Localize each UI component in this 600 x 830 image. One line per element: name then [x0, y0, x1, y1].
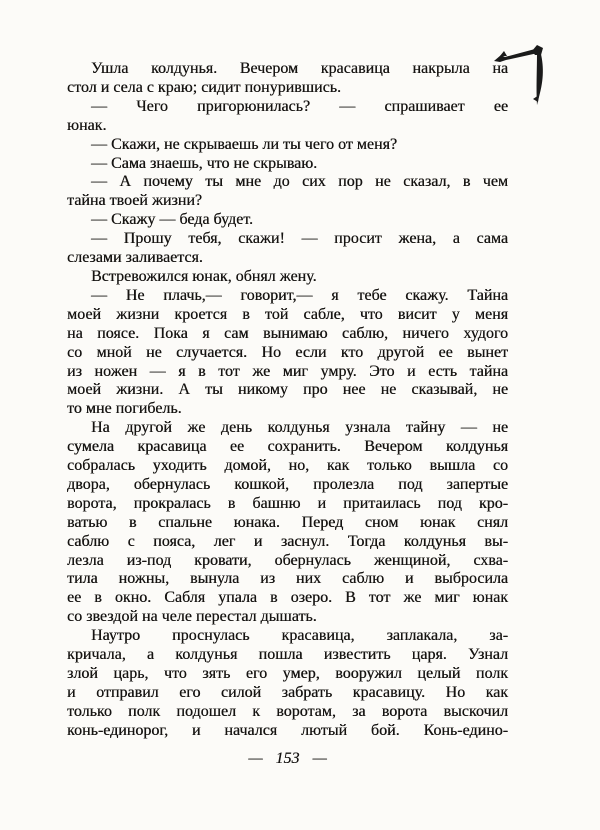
text-line: слезами заливается. [67, 249, 203, 267]
text-line: и отправил его силой забрать красавицу. Но как [67, 683, 508, 701]
text-line: конь-единорог, и начался лютый бой. Конь-едино- [67, 721, 508, 739]
text-line: со мной не случается. Но если кто другой ее вынет [67, 343, 508, 361]
text-line: саблю с пояса, лег и заснул. Тогда колдунья вы- [67, 532, 508, 550]
text-line: только полк подошел к воротам, за ворота выскочил [67, 702, 508, 720]
text-line: моей жизни. А ты никому про нее не сказывай, не [67, 381, 508, 399]
text-line: со звездой на челе перестал дышать. [67, 608, 317, 626]
text-line: кричала, а колдунья пошла известить царя. Узнал [67, 646, 508, 664]
text-line: Наутро проснулась красавица, заплакала, за- [91, 627, 508, 645]
text-line: На другой же день колдунья узнала тайну — не [91, 419, 508, 437]
text-line: — Скажи, не скрываешь ли ты чего от меня? [91, 135, 398, 153]
text-line: Ушла колдунья. Вечером красавица накрыла на [91, 60, 508, 77]
page-number: — 153 — [248, 750, 327, 767]
text-line: ворота, прокралась в башню и притаилась под кро- [67, 494, 508, 512]
text-line: стол и села с краю; сидит понурившись. [67, 78, 341, 96]
text-line: на поясе. Пока я сам вынимаю саблю, ничего худого [67, 324, 508, 342]
text-line: — А почему ты мне до сих пор не сказал, в чем [91, 173, 508, 191]
text-line: собралась уходить домой, но, как только вышла со [67, 457, 508, 475]
text-line: двора, обернулась кошкой, пролезла под запертые [67, 475, 508, 493]
text-line: — Скажу — беда будет. [91, 211, 253, 229]
text-line: из ножен — я в тот же миг умру. Это и есть тайна [67, 362, 508, 380]
text-line: — Чего пригорюнилась? — спрашивает ее [91, 97, 508, 115]
text-line: тайна твоей жизни? [67, 192, 202, 210]
text-line: моей жизни кроется в той сабле, что висит у меня [67, 305, 508, 323]
text-line: тила ножны, вынула из них саблю и выбросила [67, 570, 508, 588]
text-line: сумела красавица ее сохранить. Вечером колдунья [67, 438, 508, 456]
text-line: злой царь, что зять его умер, вооружил целый полк [67, 665, 508, 682]
text-line: то мне погибель. [67, 400, 182, 418]
text-line: ватью в спальне юнака. Перед сном юнак снял [67, 513, 508, 531]
text-line: лезла из-под кровати, обернулась женщиной, схва- [67, 551, 508, 569]
text-block [67, 60, 508, 741]
text-line: — Не плачь,— говорит,— я тебе скажу. Тайна [91, 286, 508, 304]
text-line: ее в окно. Сабля упала в озеро. В тот же миг юнак [67, 589, 508, 607]
text-line: — Прошу тебя, скажи! — просит жена, а сама [91, 230, 508, 248]
text-line: юнак. [67, 116, 107, 134]
text-line: — Сама знаешь, что не скрываю. [91, 154, 318, 172]
text-line: Встревожился юнак, обнял жену. [91, 267, 317, 285]
